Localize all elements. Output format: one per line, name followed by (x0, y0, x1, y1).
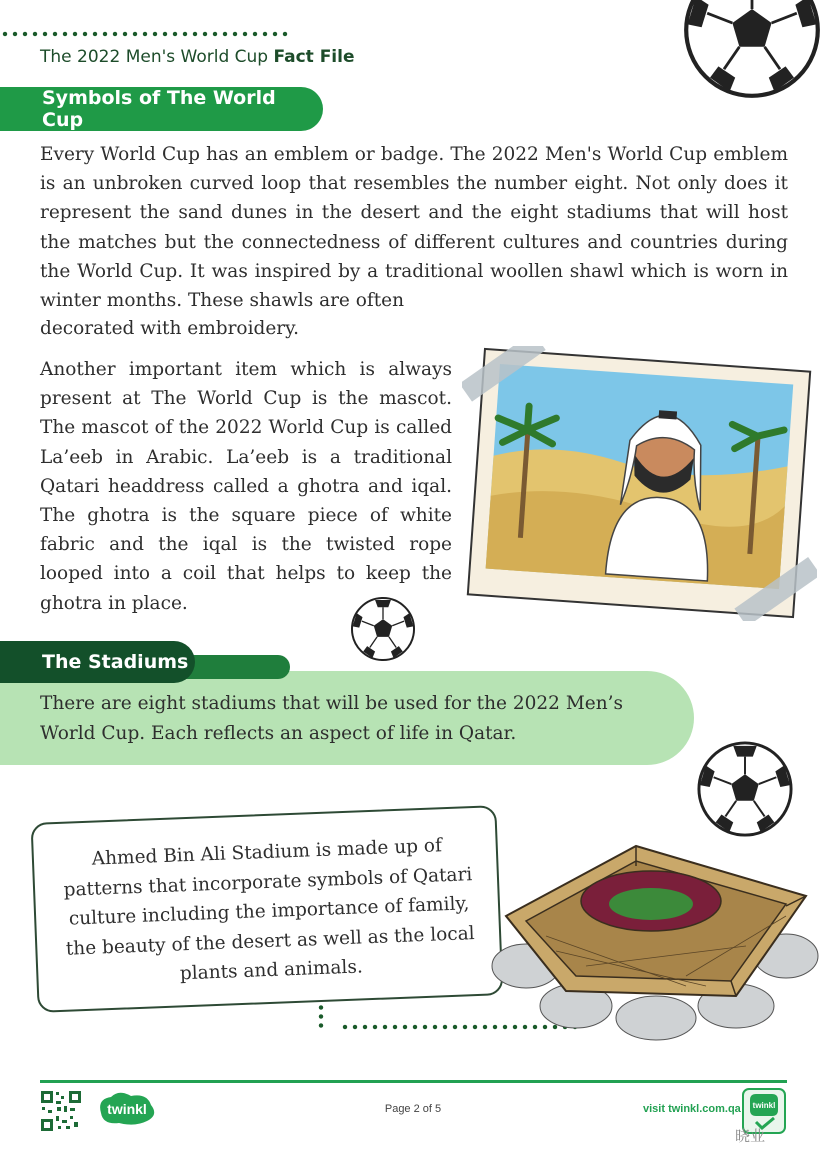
quality-badge-text: twinkl (752, 1101, 776, 1110)
page-number: Page 2 of 5 (384, 1103, 442, 1115)
footer-divider (40, 1080, 787, 1083)
stadium-callout-text: Ahmed Bin Ali Stadium is made up of patterns that incorporate symbols of Qatari culture including the importance of family, the beauty of the desert as well as the local plants and animals. (63, 835, 475, 985)
watermark: 晓业 (735, 1127, 766, 1145)
symbols-paragraph-1: Every World Cup has an emblem or badge. The 2022 Men's World Cup emblem is an unbroken curved loop that resembles the number eight. Not only does it represent the sand dunes in the desert and the eight stadiums that will host the matches but the connectedness of different cultures and countries during the World Cup. It was inspired by a traditional woollen shawl which is worn in winter months. These shawls are often (40, 144, 788, 312)
document-title: The 2022 Men's World Cup Fact File (40, 47, 355, 67)
twinkl-logo-text: twinkl (107, 1101, 147, 1117)
qr-code-icon (40, 1090, 82, 1132)
symbols-paragraph-1-end: decorated with embroidery. (40, 318, 299, 339)
section-heading-stadiums: The Stadiums (0, 641, 195, 683)
decorative-dots-vertical (318, 1003, 324, 1031)
soccer-ball-icon (350, 596, 416, 662)
symbols-paragraph-2: Another important item which is always present at The World Cup is the mascot. The mascot of the 2022 World Cup is called La’eeb in Arabic. La’eeb is a traditional Qatari headdress called a ghotra and iqal. The ghotra is the square piece of white fabric and the iqal is the twisted rope looped into a coil that helps to keep the ghotra in place. (40, 359, 452, 614)
twinkl-logo-icon (95, 1091, 159, 1127)
decorative-dots-top (0, 31, 290, 37)
soccer-ball-icon (696, 740, 794, 838)
stadiums-intro-text: There are eight stadiums that will be used for the 2022 Men’s World Cup. Each reflects an aspect of life in Qatar. (40, 693, 624, 744)
website-link[interactable]: visit twinkl.com.qa (643, 1103, 741, 1115)
mascot-photo (462, 346, 817, 621)
stadium-callout-box (31, 805, 504, 1013)
section-heading-symbols: Symbols of The World Cup (0, 87, 323, 131)
soccer-ball-icon (676, 0, 827, 100)
stadium-illustration (486, 826, 822, 1041)
stadiums-intro-band (0, 671, 694, 765)
